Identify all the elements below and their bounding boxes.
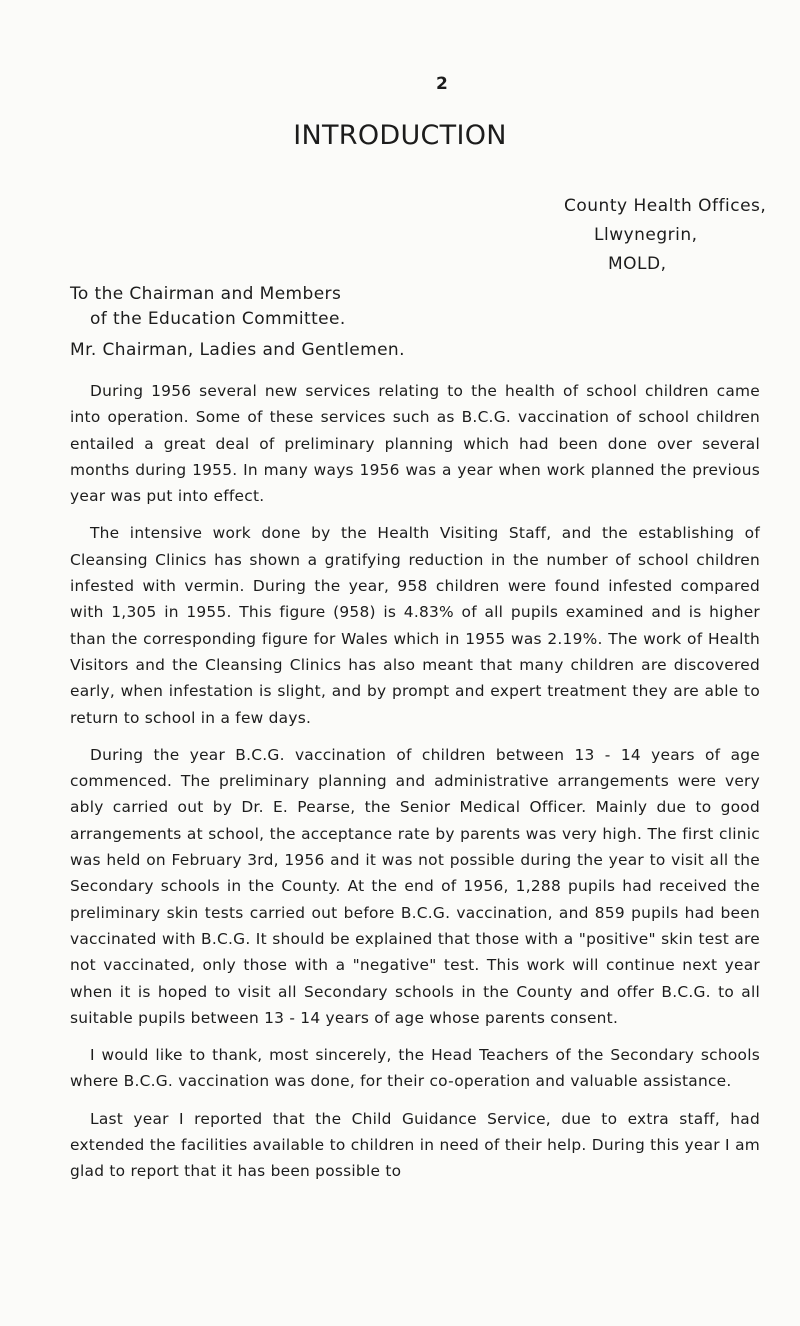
paragraph-1: During 1956 several new services relating to the health of school children came into operation. Some of these services such as B.C.G. vaccination of school children entailed a great deal of preliminary planning which had been done over several months during 1955. In many ways 1956 was a year when work planned the previous year was put into effect. [70, 382, 760, 506]
recipient-line-1: To the Chairman and Members [70, 284, 342, 304]
body-text [70, 378, 760, 1196]
address-line-2: Llwynegrin, [594, 225, 698, 245]
page-title: INTRODUCTION [293, 120, 507, 151]
address-line-3: MOLD, [608, 254, 667, 274]
paragraph-4: I would like to thank, most sincerely, the Head Teachers of the Secondary schools where B.C.G. vaccination was done, for their co-operation and valuable assistance. [70, 1046, 760, 1091]
address-line-1: County Health Offices, [564, 196, 767, 216]
page-number: 2 [436, 74, 448, 94]
salutation: Mr. Chairman, Ladies and Gentlemen. [70, 340, 405, 360]
recipient-line-2: of the Education Committee. [90, 309, 346, 329]
recipient-block [70, 282, 346, 332]
paragraph-5: Last year I reported that the Child Guidance Service, due to extra staff, had extended the facilities available to children in need of their help. During this year I am glad to report that it has been possible to [70, 1109, 760, 1181]
paragraph-3: During the year B.C.G. vaccination of children between 13 - 14 years of age commenced. The preliminary planning and administrative arrangements were very ably carried out by Dr. E. Pearse, the Senior Medical Officer. Mainly due to good arrangements at school, the acceptance rate by parents was very high. The first clinic was held on February 3rd, 1956 and it was not possible during the year to visit all the Secondary schools in the County. At the end of 1956, 1,288 pupils had received the preliminary skin tests carried out before B.C.G. vaccination, and 859 pupils had been vaccinated with B.C.G. It should be explained that those with a "positive" skin test are not vaccinated, only those with a "negative" test. This work will continue next year when it is hoped to visit all Secondary schools in the County and offer B.C.G. to all suitable pupils between 13 - 14 years of age whose parents consent. [70, 745, 760, 1027]
paragraph-2: The intensive work done by the Health Visiting Staff, and the establishing of Cleansing Clinics has shown a gratifying reduction in the number of school children infested with vermin. During the year, 958 children were found infested compared with 1,305 in 1955. This figure (958) is 4.83% of all pupils examined and is higher than the corresponding figure for Wales which in 1955 was 2.19%. The work of Health Visitors and the Cleansing Clinics has also meant that many children are discovered early, when infestation is slight, and by prompt and expert treatment they are able to return to school in a few days. [70, 524, 760, 727]
address-block [564, 192, 766, 279]
